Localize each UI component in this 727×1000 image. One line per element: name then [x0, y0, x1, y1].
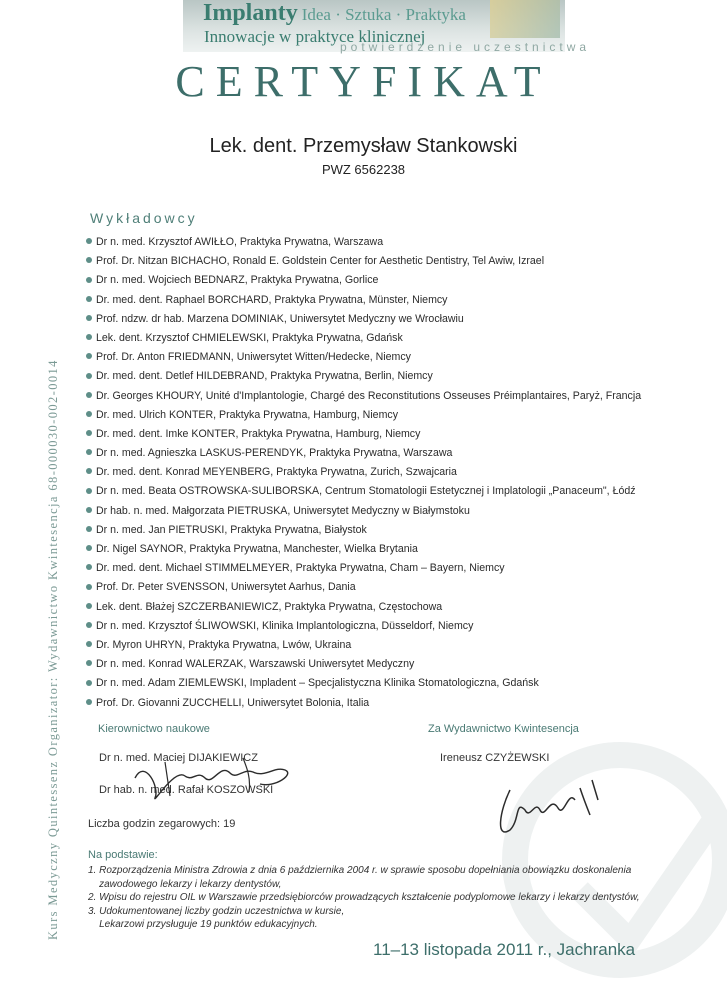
lecturers-heading: Wykładowcy	[90, 210, 198, 226]
recipient-name: Lek. dent. Przemysław Stankowski	[209, 135, 518, 157]
lecturer-item	[86, 694, 641, 713]
lecturer-text: Dr. Myron UHRYN, Praktyka Prywatna, Lwów, Ukraina	[96, 638, 352, 651]
lecturer-text: Dr n. med. Beata OSTROWSKA-SULIBORSKA, Centrum Stomatologii Estetycznej i Implatologii „Panaceum", Łódź	[96, 485, 636, 498]
confirmation-text: potwierdzenie uczestnictwa	[340, 40, 591, 54]
signature-1	[125, 748, 315, 808]
bullet-icon	[86, 277, 92, 283]
lecturer-item	[86, 406, 641, 425]
hours-text: Liczba godzin zegarowych: 19	[88, 818, 236, 830]
date-place: 11–13 listopada 2011 r., Jachranka	[373, 940, 636, 959]
lecturer-item	[86, 502, 641, 521]
lecturer-item	[86, 578, 641, 597]
bullet-icon	[86, 353, 92, 359]
lecturer-text: Prof. ndzw. dr hab. Marzena DOMINIAK, Uniwersytet Medyczny we Wrocławiu	[96, 312, 464, 325]
lecturer-text: Dr. Nigel SAYNOR, Praktyka Prywatna, Manchester, Wielka Brytania	[96, 543, 418, 555]
basis-item: zawodowego lekarzy i lekarzy dentystów,	[88, 878, 282, 890]
bullet-icon	[86, 622, 92, 628]
lecturer-item	[86, 463, 641, 482]
side-organizer-text: Kurs Medyczny Quintessenz Organizator: Wydawnictwo Kwintesencja 68-000030-002-0014	[46, 359, 60, 940]
bullet-icon	[86, 296, 92, 302]
bullet-icon	[86, 373, 92, 379]
lecturer-item	[86, 271, 641, 290]
publisher-heading: Za Wydawnictwo Kwintesencja	[428, 723, 579, 735]
lecturer-item	[86, 655, 641, 674]
bullet-icon	[86, 564, 92, 570]
lecturer-item	[86, 348, 641, 367]
bullet-icon	[86, 680, 92, 686]
bullet-icon	[86, 488, 92, 494]
lecturer-item	[86, 482, 641, 501]
basis-item: 1. Rozporządzenia Ministra Zdrowia z dnia 6 października 2004 r. w sprawie sposobu dopełniania obowiązku doskonalenia	[88, 865, 632, 876]
basis-notes	[88, 864, 640, 932]
lecturer-text: Dr n. med. Jan PIETRUSKI, Praktyka Prywatna, Białystok	[96, 523, 367, 536]
journal-subtitle: Innowacje w praktyce klinicznej	[204, 27, 426, 46]
lecturer-item	[86, 674, 641, 693]
lecturer-text: Dr n. med. Wojciech BEDNARZ, Praktyka Prywatna, Gorlice	[96, 274, 379, 287]
scientific-person-2: Dr hab. n. med. Rafał KOSZOWSKI	[99, 784, 274, 796]
basis-item: 2. Wpisu do rejestru OIL w Warszawie przedsiębiorców prowadzących kształcenie podyplomowe lekarzy i lekarzy dentystów,	[88, 892, 640, 903]
lecturer-item	[86, 444, 641, 463]
lecturer-item	[86, 233, 641, 252]
lecturer-item	[86, 329, 641, 348]
lecturer-text: Lek. dent. Błażej SZCZERBANIEWICZ, Praktyka Prywatna, Częstochowa	[96, 600, 443, 613]
lecturer-item	[86, 598, 641, 617]
lecturer-item	[86, 617, 641, 636]
bullet-icon	[86, 430, 92, 436]
signature-2	[480, 770, 610, 850]
lecturer-text: Dr. med. Ulrich KONTER, Praktyka Prywatna, Hamburg, Niemcy	[96, 408, 398, 421]
basis-heading: Na podstawie:	[88, 849, 158, 861]
bullet-icon	[86, 660, 92, 666]
bullet-icon	[86, 545, 92, 551]
bullet-icon	[86, 641, 92, 647]
lecturer-item	[86, 310, 641, 329]
lecturer-text: Prof. Dr. Giovanni ZUCCHELLI, Uniwersytet Bolonia, Italia	[96, 696, 370, 709]
bullet-icon	[86, 392, 92, 398]
bullet-icon	[86, 507, 92, 513]
journal-logo	[203, 0, 466, 27]
recipient-pwz: PWZ 6562238	[321, 162, 406, 177]
lecturer-text: Dr. med. dent. Raphael BORCHARD, Praktyka Prywatna, Münster, Niemcy	[96, 293, 448, 306]
scientific-board-heading: Kierownictwo naukowe	[98, 723, 210, 735]
lecturer-item	[86, 425, 641, 444]
lecturer-text: Dr n. med. Krzysztof ŚLIWOWSKI, Klinika Implantologiczna, Düsseldorf, Niemcy	[96, 619, 474, 632]
lecturer-text: Lek. dent. Krzysztof CHMIELEWSKI, Praktyka Prywatna, Gdańsk	[96, 331, 403, 344]
lecturer-text: Prof. Dr. Peter SVENSSON, Uniwersytet Aarhus, Dania	[96, 581, 356, 594]
journal-logo-bold: Implanty	[203, 0, 298, 26]
header-photo	[490, 0, 560, 38]
lecturer-text: Dr n. med. Agnieszka LASKUS-PERENDYK, Praktyka Prywatna, Warszawa	[96, 447, 453, 460]
bullet-icon	[86, 699, 92, 705]
bullet-icon	[86, 449, 92, 455]
lecturer-item	[86, 521, 641, 540]
lecturer-item	[86, 367, 641, 386]
lecturer-item	[86, 252, 641, 271]
lecturer-text: Dr hab. n. med. Małgorzata PIETRUSKA, Uniwersytet Medyczny w Białymstoku	[96, 504, 470, 517]
lecturer-item	[86, 291, 641, 310]
bullet-icon	[86, 334, 92, 340]
lecturer-text: Dr. med. dent. Imke KONTER, Praktyka Prywatna, Hamburg, Niemcy	[96, 427, 421, 440]
scientific-person-1: Dr n. med. Maciej DIJAKIEWICZ	[99, 752, 258, 764]
bullet-icon	[86, 468, 92, 474]
lecturer-text: Dr. Georges KHOURY, Unité d'Implantologie, Chargé des Reconstitutions Osseuses Préimplantaires, Paryż, Francja	[96, 389, 642, 402]
lecturer-text: Dr. med. dent. Detlef HILDEBRAND, Praktyka Prywatna, Berlin, Niemcy	[96, 370, 433, 383]
journal-logo-rest: Idea · Sztuka · Praktyka	[301, 5, 466, 24]
lecturer-text: Dr. med. dent. Michael STIMMELMEYER, Praktyka Prywatna, Cham – Bayern, Niemcy	[96, 562, 505, 575]
basis-item: Lekarzowi przysługuje 19 punktów edukacyjnych.	[88, 919, 318, 930]
basis-item: 3. Udokumentowanej liczby godzin uczestnictwa w kursie,	[88, 905, 345, 917]
lecturer-text: Prof. Dr. Anton FRIEDMANN, Uniwersytet Witten/Hedecke, Niemcy	[96, 351, 411, 364]
certificate-title: CERTYFIKAT	[175, 57, 552, 106]
publisher-person: Ireneusz CZYŻEWSKI	[440, 752, 550, 764]
bullet-icon	[86, 315, 92, 321]
lecturers-list	[86, 233, 641, 713]
lecturer-item	[86, 636, 641, 655]
lecturer-text: Dr n. med. Konrad WALERZAK, Warszawski Uniwersytet Medyczny	[96, 658, 415, 671]
lecturer-text: Prof. Dr. Nitzan BICHACHO, Ronald E. Goldstein Center for Aesthetic Dentistry, Tel Awiw, Izrael	[96, 255, 545, 268]
lecturer-text: Dr. med. dent. Konrad MEYENBERG, Praktyka Prywatna, Zurich, Szwajcaria	[96, 466, 457, 479]
bullet-icon	[86, 411, 92, 417]
bullet-icon	[86, 238, 92, 244]
bullet-icon	[86, 257, 92, 263]
lecturer-item	[86, 559, 641, 578]
bullet-icon	[86, 584, 92, 590]
bullet-icon	[86, 526, 92, 532]
lecturer-item	[86, 387, 641, 406]
lecturer-text: Dr n. med. Krzysztof AWIŁŁO, Praktyka Prywatna, Warszawa	[96, 236, 384, 248]
bullet-icon	[86, 603, 92, 609]
lecturer-item	[86, 540, 641, 559]
lecturer-text: Dr n. med. Adam ZIEMLEWSKI, Impladent – Specjalistyczna Klinika Stomatologiczna, Gdańsk	[96, 677, 539, 690]
